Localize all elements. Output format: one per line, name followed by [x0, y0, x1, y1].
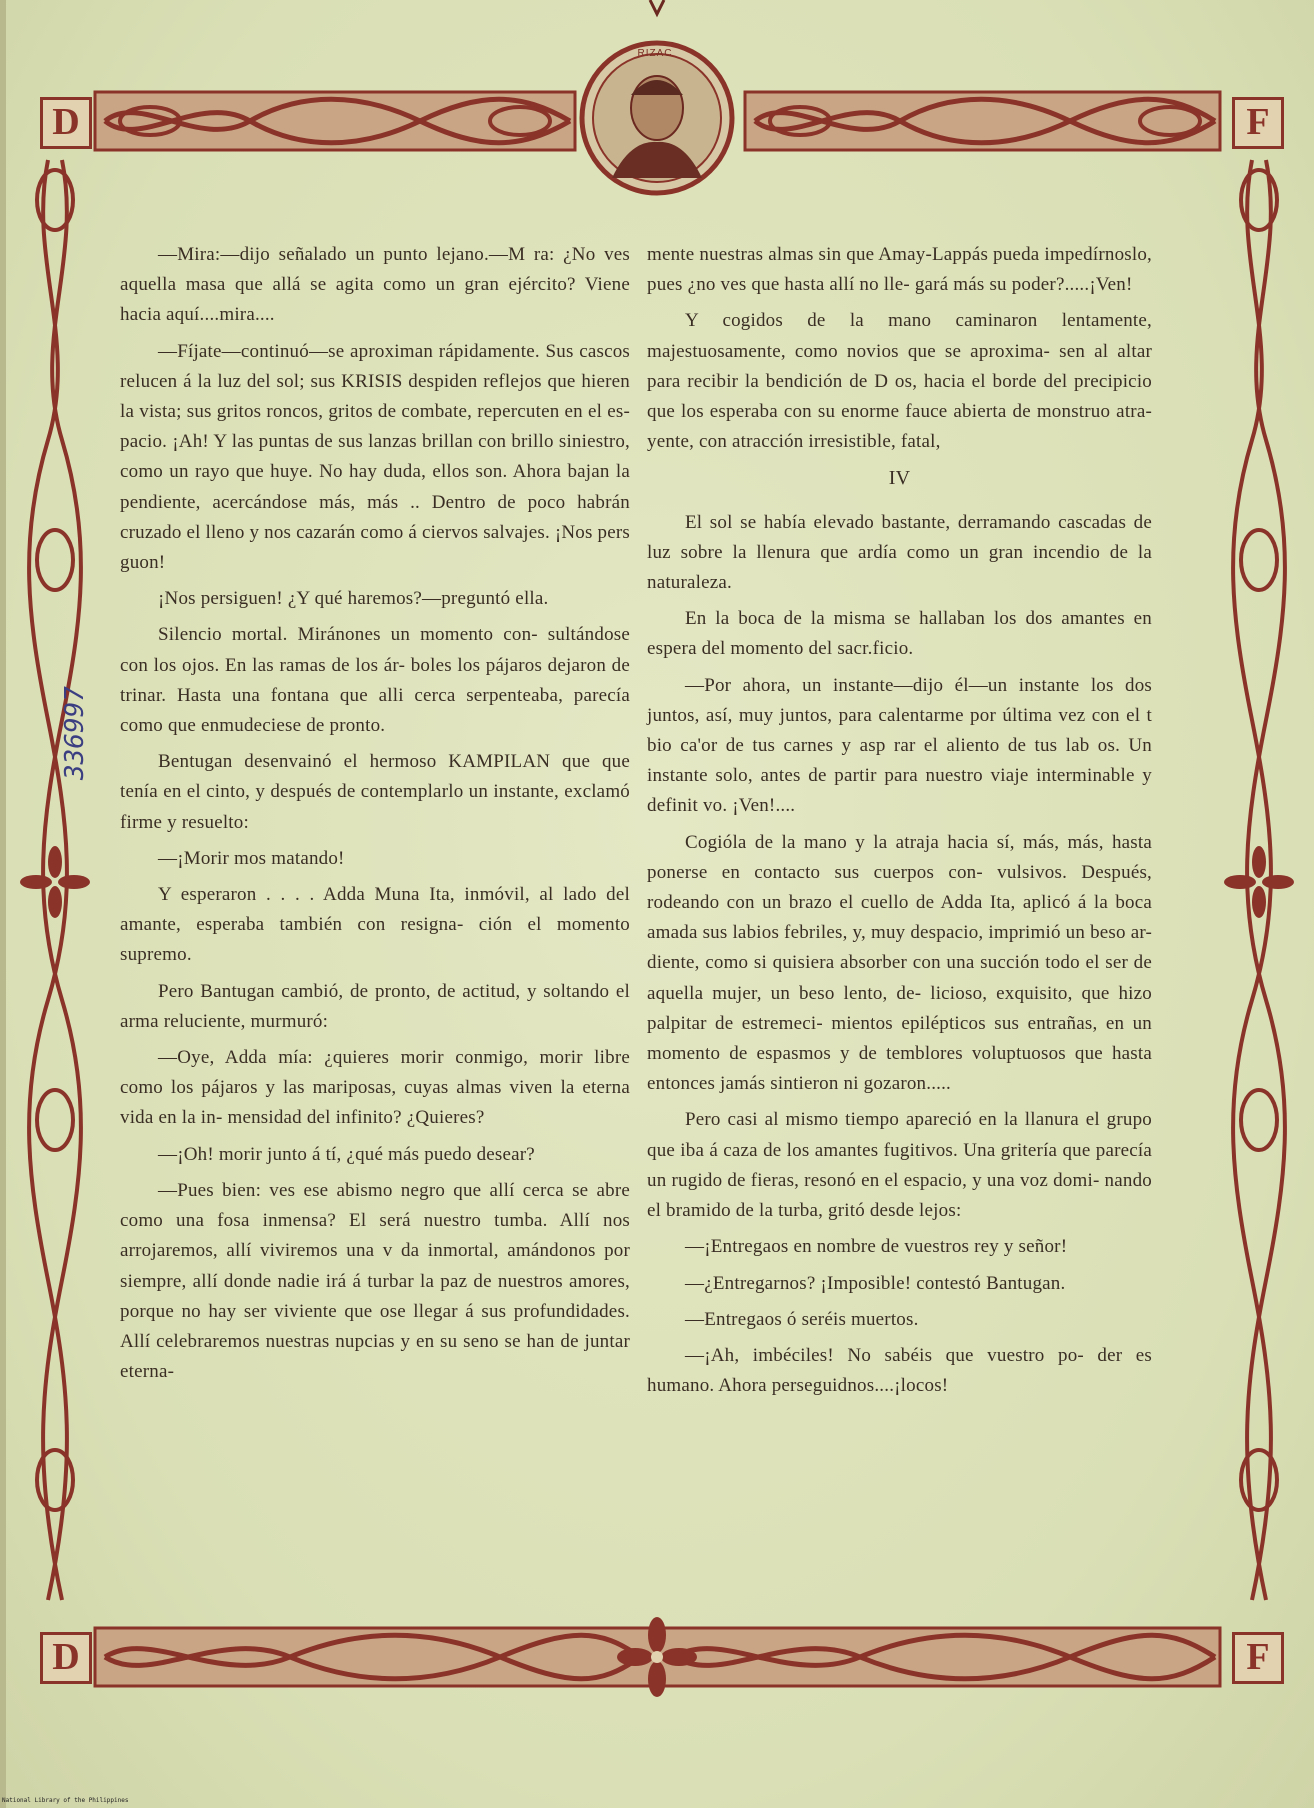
paragraph: ¡Nos persiguen! ¿Y qué haremos?—preguntó ella. — [158, 588, 549, 610]
handwritten-margin-note: 336997 — [60, 686, 90, 780]
paragraph: Y esperaron . . . . Adda Muna Ita, inmóvil, al lado del amante, esperaba también con resigna- ción el momento supremo. — [120, 884, 630, 966]
paragraph: —Entregaos ó seréis muertos. — [685, 1308, 919, 1330]
footer-credit: National Library of the Philippines — [2, 1797, 129, 1804]
bottom-border — [95, 1617, 1220, 1697]
initial-bottom-right: F — [1232, 1632, 1284, 1684]
paragraph: mente nuestras almas sin que Amay-Lappás pueda impedírnoslo, pues ¿no ves que hasta allí no lle- gará más su poder?.....¡Ven! — [647, 244, 1152, 296]
section-heading: IV — [888, 467, 911, 490]
paragraph: Y cogidos de la mano caminaron lentamente, majestuosamente, como novios que se aproxima- sen al altar para recibir la bendición de D os, hacia el borde del precipicio que los esperaba con su enorme fauce abierta de monstruo atra- yente, con atracción irresistible, fatal, — [647, 310, 1152, 453]
portrait-label: RIZAC — [637, 48, 673, 59]
right-text-column — [647, 240, 1152, 1407]
paragraph: —Por ahora, un instante—dijo él—un instante los dos juntos, así, muy juntos, para calentarme por última vez con el t bio ca'or de tus carnes y asp rar el aliento de tus lab os. Un instante solo, antes de partir para nuestro viaje interminable y definit vo. ¡Ven!.... — [647, 674, 1152, 817]
paragraph: —¿Entregarnos? ¡Imposible! contestó Bantugan. — [685, 1272, 1066, 1294]
top-center-mark — [650, 0, 664, 14]
paragraph: —Pues bien: ves ese abismo negro que allí cerca se abre como una fosa inmensa? El será nuestro tumba. Allí nos arrojaremos, allí viviremos una v da inmortal, amándonos por siempre, allí donde nadie irá á turbar la paz de nuestros amores, porque no hay ser viviente que ose llegar á sus profundidades. Allí celebraremos nuestras nupcias y en su seno se han de juntar eterna- — [120, 1179, 630, 1383]
paragraph: Pero casi al mismo tiempo apareció en la llanura el grupo que iba á caza de los amantes fugitivos. Una gritería que parecía un rugido de fieras, resonó en el espacio, y una voz domi- nando el bramido de la turba, gritó desde lejos: — [647, 1109, 1152, 1222]
paragraph: —Fíjate—continuó—se aproximan rápidamente. Sus cascos relucen á la luz del sol; sus KRISIS despiden reflejos que hieren la vista; sus gritos roncos, gritos de combate, repercuten en el es- pacio. ¡Ah! Y las puntas de sus lanzas brillan con brillo siniestro, como un rayo que huye. No hay duda, ellos son. Ahora bajan la pendiente, acercándose más, más .. Dentro de poco habrán cruzado el lleno y nos cazarán como á ciervos salvajes. ¡Nos pers guon! — [120, 340, 630, 574]
paragraph: Bentugan desenvainó el hermoso KAMPILAN que que tenía en el cinto, y después de contemplarlo un instante, exclamó firme y resuelto: — [120, 751, 630, 833]
left-side-border — [20, 160, 90, 1600]
top-border-left — [95, 92, 575, 150]
initial-bottom-left: D — [40, 1632, 92, 1684]
initial-top-right: F — [1232, 97, 1284, 149]
paragraph: Silencio mortal. Miránones un momento con- sultándose con los ojos. En las ramas de los ár- boles los pájaros dejaron de trinar. Hasta una fontana que alli cerca serpenteaba, parecía como que enmudeciese de pronto. — [120, 624, 630, 737]
paragraph: —¡Entregaos en nombre de vuestros rey y señor! — [685, 1236, 1068, 1258]
left-text-column — [120, 240, 630, 1393]
paragraph: Cogióla de la mano y la atraja hacia sí, más, más, hasta ponerse en contacto sus cuerpos con- vulsivos. Después, rodeando con un brazo el cuello de Adda Ita, aplicó á la boca amada sus labios febriles, y, muy despacio, imprimió un beso ar- diente, como si quisiera absorber con una succión todo el ser de aquella mujer, un beso lento, de- licioso, exquisito, que hizo palpitar de estremeci- mientos epilépticos sus entrañas, en un momento de espasmos y de temblores voluptuosos que hasta entonces jamás sintieron ni gozaron..... — [647, 831, 1152, 1095]
top-border-right — [745, 92, 1220, 150]
paragraph: En la boca de la misma se hallaban los dos amantes en espera del momento del sacr.ficio. — [647, 608, 1152, 660]
paragraph: —Oye, Adda mía: ¿quieres morir conmigo, morir libre como los pájaros y las mariposas, cuyas almas viven la eterna vida en la in- mensidad del infinito? ¿Quieres? — [120, 1047, 630, 1129]
portrait-medallion — [582, 43, 732, 193]
paragraph: —Mira:—dijo señalado un punto lejano.—M ra: ¿No ves aquella masa que allá se agita como un gran ejército? Viene hacia aquí....mira.... — [120, 244, 630, 326]
paragraph: El sol se había elevado bastante, derramando cascadas de luz sobre la llenura que ardía como un gran incendio de la naturaleza. — [647, 511, 1152, 594]
paragraph: Pero Bantugan cambió, de pronto, de actitud, y soltando el arma reluciente, murmuró: — [120, 980, 630, 1032]
right-side-border — [1224, 160, 1294, 1600]
paragraph: —¡Morir mos matando! — [158, 847, 345, 869]
paragraph: —¡Oh! morir junto á tí, ¿qué más puedo desear? — [158, 1143, 535, 1165]
initial-top-left: D — [40, 97, 92, 149]
paragraph: —¡Ah, imbéciles! No sabéis que vuestro po- der es humano. Ahora perseguidnos....¡locos! — [647, 1344, 1152, 1397]
